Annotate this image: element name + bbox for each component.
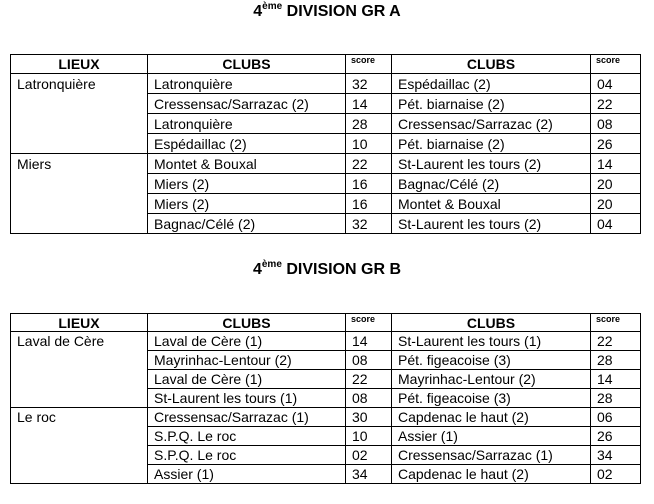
home-score-cell: 10 [346, 427, 392, 446]
home-club-cell: Cressensac/Sarrazac (2) [148, 94, 346, 114]
home-score-cell: 14 [346, 94, 392, 114]
away-score-cell: 08 [591, 114, 641, 134]
home-score-cell: 16 [346, 174, 392, 194]
home-score-cell: 16 [346, 194, 392, 214]
away-club-cell: Assier (1) [392, 427, 591, 446]
table-row [11, 194, 641, 214]
venue-cell [11, 389, 148, 408]
away-club-cell: Pét. figeacoise (3) [392, 351, 591, 370]
table-row [11, 465, 641, 484]
table-row [11, 427, 641, 446]
away-score-cell: 28 [591, 351, 641, 370]
away-score-cell: 22 [591, 94, 641, 114]
title-number: 4 [253, 3, 263, 20]
venue-cell: Le roc [11, 408, 148, 427]
away-club-cell: Pét. biarnaise (2) [392, 94, 591, 114]
away-club-cell: Pét. biarnaise (2) [392, 134, 591, 154]
table-row [11, 134, 641, 154]
venue-cell [11, 427, 148, 446]
home-score-cell: 08 [346, 351, 392, 370]
venue-cell: Latronquière [11, 74, 148, 94]
header-score-home: score [346, 314, 392, 332]
venue-cell [11, 214, 148, 234]
home-score-cell: 14 [346, 332, 392, 351]
table-row [11, 408, 641, 427]
home-club-cell: Cressensac/Sarrazac (1) [148, 408, 346, 427]
home-club-cell: Mayrinhac-Lentour (2) [148, 351, 346, 370]
home-club-cell: Latronquière [148, 74, 346, 94]
title-number: 4 [252, 261, 262, 278]
home-club-cell: Miers (2) [148, 174, 346, 194]
venue-cell [11, 370, 148, 389]
home-score-cell: 30 [346, 408, 392, 427]
header-row [11, 314, 641, 332]
table-row [11, 154, 641, 174]
venue-cell [11, 446, 148, 465]
away-score-cell: 04 [591, 74, 641, 94]
home-club-cell: Assier (1) [148, 465, 346, 484]
home-club-cell: S.P.Q. Le roc [148, 446, 346, 465]
away-club-cell: Cressensac/Sarrazac (2) [392, 114, 591, 134]
table-row [11, 446, 641, 465]
away-score-cell: 14 [591, 370, 641, 389]
home-score-cell: 22 [346, 370, 392, 389]
away-score-cell: 02 [591, 465, 641, 484]
home-club-cell: S.P.Q. Le roc [148, 427, 346, 446]
away-score-cell: 26 [591, 427, 641, 446]
header-score-away: score [591, 314, 641, 332]
home-club-cell: Montet & Bouxal [148, 154, 346, 174]
venue-cell [11, 114, 148, 134]
venue-cell [11, 194, 148, 214]
table-row [11, 370, 641, 389]
home-score-cell: 34 [346, 465, 392, 484]
header-clubs-away: CLUBS [392, 314, 591, 332]
venue-cell [11, 351, 148, 370]
header-score-home: score [346, 55, 392, 74]
away-club-cell: Cressensac/Sarrazac (1) [392, 446, 591, 465]
header-clubs-home: CLUBS [148, 314, 346, 332]
header-lieux: LIEUX [11, 55, 148, 74]
header-lieux: LIEUX [11, 314, 148, 332]
venue-cell [11, 174, 148, 194]
home-club-cell: Bagnac/Célé (2) [148, 214, 346, 234]
header-clubs-home: CLUBS [148, 55, 346, 74]
home-club-cell: Miers (2) [148, 194, 346, 214]
group-b-table [10, 313, 641, 484]
title-superscript: ème [262, 1, 283, 12]
away-score-cell: 26 [591, 134, 641, 154]
header-clubs-away: CLUBS [392, 55, 591, 74]
home-score-cell: 08 [346, 389, 392, 408]
home-score-cell: 32 [346, 214, 392, 234]
venue-cell [11, 465, 148, 484]
venue-cell [11, 94, 148, 114]
table-row [11, 94, 641, 114]
away-club-cell: St-Laurent les tours (1) [392, 332, 591, 351]
away-club-cell: St-Laurent les tours (2) [392, 154, 591, 174]
home-score-cell: 22 [346, 154, 392, 174]
away-score-cell: 34 [591, 446, 641, 465]
away-score-cell: 14 [591, 154, 641, 174]
away-score-cell: 06 [591, 408, 641, 427]
group-b-title [0, 261, 654, 279]
table-row [11, 114, 641, 134]
home-score-cell: 10 [346, 134, 392, 154]
home-club-cell: St-Laurent les tours (1) [148, 389, 346, 408]
header-row [11, 55, 641, 74]
home-club-cell: Latronquière [148, 114, 346, 134]
table-row [11, 351, 641, 370]
home-club-cell: Espédaillac (2) [148, 134, 346, 154]
header-score-away: score [591, 55, 641, 74]
away-club-cell: Capdenac le haut (2) [392, 408, 591, 427]
away-club-cell: Montet & Bouxal [392, 194, 591, 214]
venue-cell [11, 134, 148, 154]
table-row [11, 214, 641, 234]
away-score-cell: 20 [591, 194, 641, 214]
away-score-cell: 20 [591, 174, 641, 194]
table-row [11, 174, 641, 194]
home-score-cell: 32 [346, 74, 392, 94]
away-club-cell: Espédaillac (2) [392, 74, 591, 94]
venue-cell: Miers [11, 154, 148, 174]
title-superscript: ème [261, 259, 282, 270]
away-score-cell: 28 [591, 389, 641, 408]
away-club-cell: Bagnac/Célé (2) [392, 174, 591, 194]
table-row [11, 74, 641, 94]
away-club-cell: Mayrinhac-Lentour (2) [392, 370, 591, 389]
away-score-cell: 04 [591, 214, 641, 234]
home-club-cell: Laval de Cère (1) [148, 370, 346, 389]
venue-cell: Laval de Cère [11, 332, 148, 351]
away-score-cell: 22 [591, 332, 641, 351]
home-club-cell: Laval de Cère (1) [148, 332, 346, 351]
group-a-table [10, 54, 641, 234]
home-score-cell: 28 [346, 114, 392, 134]
away-club-cell: St-Laurent les tours (2) [392, 214, 591, 234]
table-row [11, 332, 641, 351]
home-score-cell: 02 [346, 446, 392, 465]
group-a-title [0, 3, 654, 21]
table-row [11, 389, 641, 408]
title-text: DIVISION GR B [281, 261, 402, 278]
title-text: DIVISION GR A [282, 3, 401, 20]
away-club-cell: Capdenac le haut (2) [392, 465, 591, 484]
away-club-cell: Pét. figeacoise (3) [392, 389, 591, 408]
